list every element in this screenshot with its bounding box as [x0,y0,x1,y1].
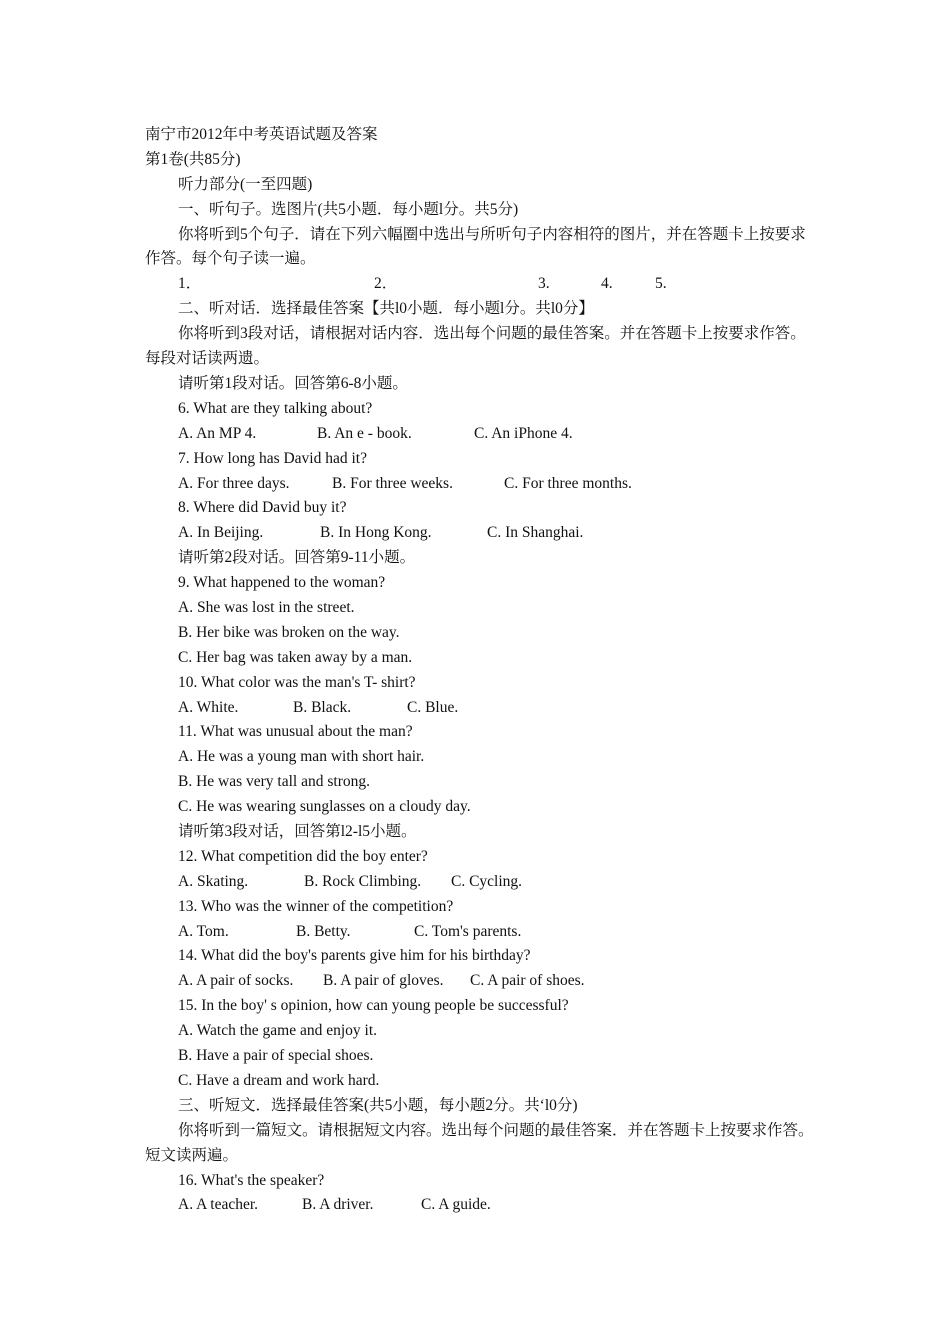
picture-number: 2． [374,275,398,293]
option: C. Blue. [407,698,459,716]
dialog-prompt: 请听第2段对话。回答第9-11小题。 [178,549,416,567]
picture-number: 5. [655,275,667,293]
picture-number-row [145,272,815,297]
options-row [145,920,815,945]
option: A. She was lost in the street. [178,598,355,616]
question: 7. How long has David had it? [178,449,367,467]
option: C. Tom's parents. [414,922,522,940]
question: 9. What happened to the woman? [178,574,386,592]
question: 15. In the boy' s opinion, how can young people be successful? [178,997,569,1015]
question: 16. What's the speaker? [178,1171,325,1189]
picture-number: 4. [601,275,613,293]
part1-instruction: 你将听到5个句子．请在下列六幅圈中选出与所听句子内容相符的图片，并在答题卡上按要求作答。每个句子读一遍。 [145,225,806,268]
option: C. An iPhone 4. [474,424,573,442]
option: A. A teacher. [178,1196,259,1214]
option: A. White. [178,698,239,716]
listening-header: 听力部分(一至四题) [178,175,313,193]
option: B. A driver. [302,1196,374,1214]
options-row [145,472,815,497]
question: 6. What are they talking about? [178,399,373,417]
options-row [145,870,815,895]
question: 8. Where did David buy it? [178,499,347,517]
options-row [145,1193,815,1218]
option: C. Cycling. [451,872,523,890]
option: C. A pair of shoes. [470,972,585,990]
question: 11. What was unusual about the man? [178,723,413,741]
option: B. In Hong Kong. [320,524,432,542]
option: B. Black. [293,698,352,716]
option: A. A pair of socks. [178,972,294,990]
option: C. Have a dream and work hard. [178,1071,380,1089]
options-row [145,422,815,447]
picture-number: 1． [178,275,202,293]
dialog-prompt: 请听第1段对话。回答第6-8小题。 [178,374,408,392]
option: B. A pair of gloves. [323,972,444,990]
document-title: 南宁市2012年中考英语试题及答案 [145,126,378,143]
option: C. In Shanghai. [487,524,584,542]
option: C. He was wearing sunglasses on a cloudy day. [178,798,471,816]
options-row [145,521,815,546]
option: A. In Beijing. [178,524,264,542]
dialog-prompt: 请听第3段对话，回答第l2-l5小题。 [178,823,417,840]
option: B. Rock Climbing. [304,872,422,890]
part2-heading: 二、听对话．选择最佳答案【共l0小题．每小题l分。共l0分】 [178,300,594,318]
option: A. For three days. [178,474,290,492]
option: A. Skating. [178,872,249,890]
question: 14. What did the boy's parents give him for his birthday? [178,947,531,965]
option: A. He was a young man with short hair. [178,748,425,766]
picture-number: 3. [538,275,550,293]
part3-heading: 三、听短文．选择最佳答案(共5小题，每小题2分。共‘l0分) [178,1096,578,1114]
option: B. Have a pair of special shoes. [178,1047,374,1065]
option: B. Her bike was broken on the way. [178,623,400,641]
option: B. An e - book. [317,424,412,442]
document-page [145,123,815,1218]
volume-heading: 第1卷(共85分) [145,150,241,168]
question: 10. What color was the man's T- shirt? [178,673,416,691]
part3-instruction: 你将听到一篇短文。请根据短文内容。选出每个问题的最佳答案．并在答题卡上按要求作答。短文读两遍。 [145,1121,814,1164]
part2-instruction: 你将听到3段对话，请根据对话内容．选出每个问题的最佳答案。并在答题卡上按要求作答。每段对话读两遗。 [145,325,806,368]
question: 13. Who was the winner of the competition? [178,897,454,915]
option: A. Tom. [178,922,229,940]
options-row [145,696,815,721]
option: C. For three months. [504,474,632,492]
option: B. For three weeks. [332,474,453,492]
option: A. Watch the game and enjoy it. [178,1022,378,1040]
option: A. An MP 4. [178,424,257,442]
options-row [145,969,815,994]
option: C. Her bag was taken away by a man. [178,648,413,666]
option: B. He was very tall and strong. [178,773,370,791]
option: B. Betty. [296,922,351,940]
question: 12. What competition did the boy enter? [178,847,428,865]
option: C. A guide. [421,1196,491,1214]
part1-heading: 一、听句子。选图片(共5小题．每小题l分。共5分) [178,200,519,218]
